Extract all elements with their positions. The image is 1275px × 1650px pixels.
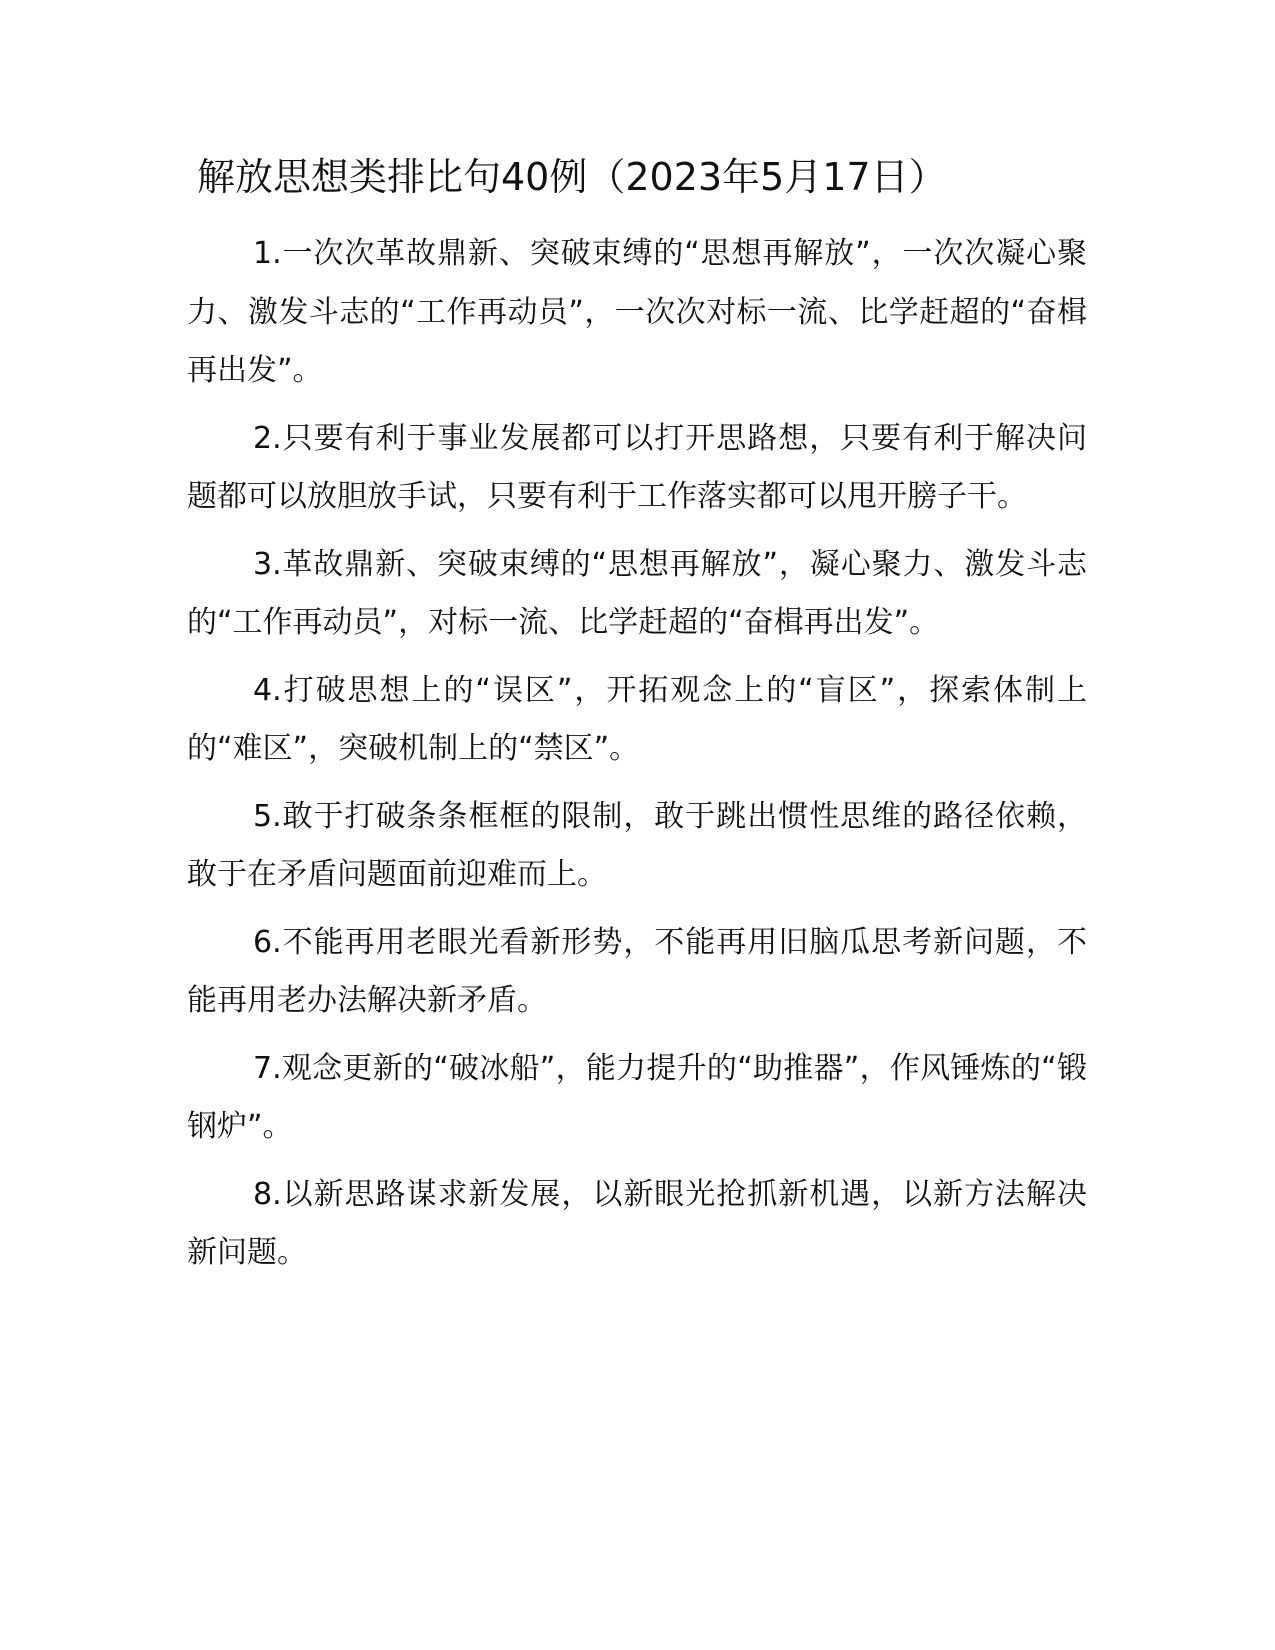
document-body <box>187 225 1087 1292</box>
paragraph-4: 4.打破思想上的“误区”，开拓观念上的“盲区”，探索体制上的“难区”，突破机制上的“禁区”。 <box>187 672 1087 766</box>
document-title: 解放思想类排比句40例（2023年5月17日） <box>197 155 947 199</box>
paragraph-7: 7.观念更新的“破冰船”，能力提升的“助推器”，作风锤炼的“锻钢炉”。 <box>187 1050 1087 1144</box>
paragraph-8: 8.以新思路谋求新发展，以新眼光抢抓新机遇，以新方法解决新问题。 <box>187 1176 1087 1270</box>
paragraph-3: 3.革故鼎新、突破束缚的“思想再解放”，凝心聚力、激发斗志的“工作再动员”，对标一流、比学赶超的“奋楫再出发”。 <box>187 546 1087 640</box>
paragraph-2: 2.只要有利于事业发展都可以打开思路想，只要有利于解决问题都可以放胆放手试，只要有利于工作落实都可以甩开膀子干。 <box>187 420 1087 514</box>
paragraph-1: 1.一次次革故鼎新、突破束缚的“思想再解放”，一次次凝心聚力、激发斗志的“工作再动员”，一次次对标一流、比学赶超的“奋楫再出发”。 <box>187 236 1087 388</box>
paragraph-6: 6.不能再用老眼光看新形势，不能再用旧脑瓜思考新问题，不能再用老办法解决新矛盾。 <box>187 924 1087 1018</box>
paragraph-5: 5.敢于打破条条框框的限制，敢于跳出惯性思维的路径依赖，敢于在矛盾问题面前迎难而上。 <box>187 798 1087 892</box>
